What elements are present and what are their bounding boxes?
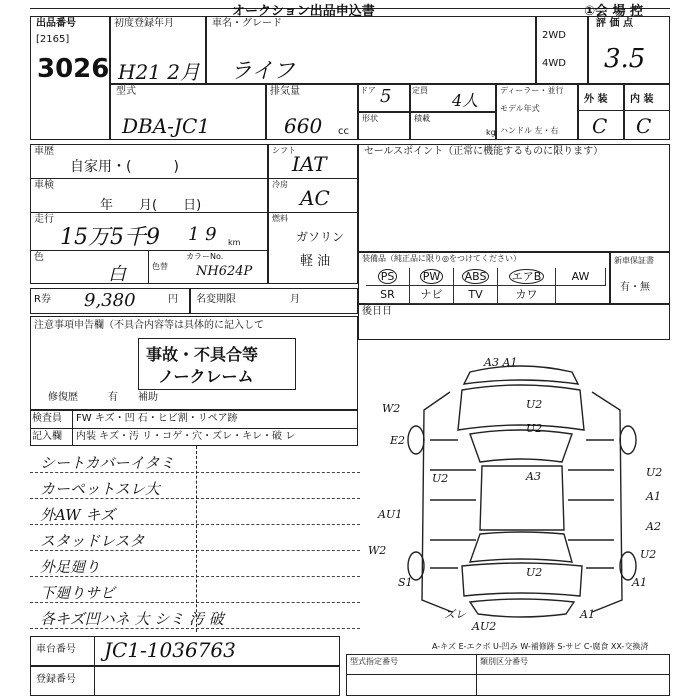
damage-mark: A1 [646,490,661,503]
class-number-label: 類別区分番号 [480,657,528,666]
first-reg-label: 初度登録年月 [114,18,174,29]
load-unit: kg [486,128,496,137]
equip-leather: カワ [498,286,556,304]
damage-mark: AU1 [378,508,403,521]
displacement-unit: cc [338,126,349,137]
warranty-value: 有・無 [620,282,650,293]
mileage-unit: km [228,238,241,247]
model-designation-label: 型式指定番号 [350,657,398,666]
inspector-row1: FW キズ・凹 石・ヒビ割・リペア跡 [76,413,238,424]
ac-value: AC [300,186,330,210]
equip-tv: TV [454,286,498,304]
rear-window-outline [470,532,572,562]
stamp-line1: 事故・不具合等 [146,345,259,364]
door-label: ドア [360,86,376,95]
registration-cell [30,666,340,696]
damage-mark: U2 [526,566,543,579]
chassis-label: 車台番号 [36,644,76,655]
name-change-label: 名変期限 [196,294,236,305]
inspector-label: 検査員 [32,413,62,424]
color-label: 色 [34,252,44,263]
handle-label: ハンドル 左・右 [500,126,559,135]
recycle-unit: 円 [168,294,178,305]
damage-mark: A3 [526,470,541,483]
ext-label: 外 装 [584,94,608,105]
recycle-value: 9,380 [84,290,136,311]
inspector-row2: 内装 キズ・汚 リ・コゲ・穴・ズレ・キレ・破 レ [76,431,296,442]
right-door-lines [568,440,614,568]
stamp-line2: ノークレーム [158,367,254,386]
load-label: 積載 [414,114,430,123]
damage-legend: A-キズ E-エクボ U-凹み W-補修跡 S-サビ C-腐食 XX-交換済 [432,642,649,651]
mileage-extra: 1 9 [188,224,217,245]
displacement-label: 排気量 [270,86,300,97]
fuel-label: 燃料 [272,214,288,223]
dealer-label: ディーラー・並行 [500,86,564,95]
notes-label: 注意事項申告欄（不具合内容等は具体的に記入して [34,320,264,331]
inspection-label: 車検 [34,180,54,191]
note-line: 下廻りサビ [40,584,116,602]
car-name-value: ライフ [230,59,295,84]
equipment-label: 装備品（純正品に限り◎をつけてください） [362,254,521,263]
front-bumper-outline [464,366,578,384]
capacity-label: 定員 [412,86,428,95]
model-label: 型式 [116,86,136,97]
damage-mark: W2 [368,544,387,557]
mileage-value: 15万5千9 [60,225,160,250]
equip-airbag: エアB [498,268,556,286]
door-value: 5 [380,86,392,107]
recycle-label: R券 [34,294,51,305]
model-year-label: モデル年式 [500,104,540,113]
entry-label: 記入欄 [32,431,62,442]
damage-mark: A1 [632,576,647,589]
first-reg-value: H21 2月 [118,60,200,84]
note-line: 外足廻り [40,558,101,576]
sheet-title: オークション出品申込書 [232,4,375,19]
damage-mark: AU2 [472,620,497,633]
shift-label: シフト [272,146,296,155]
shape-label: 形状 [362,114,378,123]
sales-point-label: セールスポイント（正常に機能するものに限ります） [364,146,604,157]
color-code-label: 色替 [152,262,168,271]
damage-mark: A1 [580,608,595,621]
color-value: 白 [108,264,126,285]
name-change-unit: 月 [290,294,300,305]
drive-2wd: 2WD [542,30,566,41]
hood-outline [458,385,584,430]
windshield-outline [470,430,572,462]
registration-label: 登録番号 [36,674,76,685]
equip-abs: ABS [454,268,498,286]
damage-mark: U2 [526,422,543,435]
damage-mark: E2 [390,434,406,447]
mileage-label: 走行 [34,214,54,225]
int-value: C [636,114,652,138]
inspection-value: 年 月( 日) [100,198,202,213]
equip-navi: ナビ [410,286,454,304]
repair-label: 修復歴 [48,392,78,403]
damage-mark: ズレ [444,608,466,621]
ac-label: 冷房 [272,180,288,189]
later-date-label: 後日日 [362,306,392,317]
ext-value: C [592,114,608,138]
damage-mark: U2 [526,398,543,411]
damage-mark: U2 [640,548,657,561]
warranty-label: 新車保証書 [614,256,654,265]
fuel-value-diesel: 軽 油 [300,254,331,269]
use-label: 車歴 [34,146,54,157]
rating-value: 3.5 [604,44,646,74]
use-value: 自家用・( ) [70,159,179,175]
note-line: シートカバーイタミ [40,454,175,472]
int-label: 内 装 [630,94,654,105]
wheel-fr [620,426,636,454]
rating-label: 評 価 点 [596,18,633,29]
damage-mark: W2 [382,402,401,415]
equip-pw: PW [410,268,454,286]
color-code-sub: カラーNo. [186,252,224,261]
fuel-value-gas: ガソリン [296,230,345,244]
roof-outline [480,466,564,530]
left-side-outline [422,392,452,612]
wheel-fl [408,426,424,454]
left-door-lines [430,440,476,568]
note-line: 外AW キズ [40,506,116,524]
drive-4wd: 4WD [542,58,566,69]
displacement-value: 660 [284,114,323,138]
color-code-value: NH624P [196,264,253,279]
lot-label: 出品番号 [36,18,76,29]
damage-mark: U2 [646,466,663,479]
right-side-outline [592,392,622,612]
note-line: スタッドレスタ [40,532,145,550]
chassis-value: JC1-1036763 [104,638,236,662]
shift-value: IAT [292,152,327,176]
equip-ps: PS [366,268,410,286]
rear-hatch-outline [462,563,582,596]
rear-bumper-outline [470,599,574,617]
damage-mark: S1 [398,576,413,589]
lot-number: 3026 [37,54,110,84]
copy-label: ①会 場 控 [584,4,644,19]
damage-mark: A2 [646,520,661,533]
damage-mark: U2 [432,472,449,485]
equip-sr: SR [366,286,410,304]
model-value: DBA-JC1 [122,114,210,138]
repair-value: 有 補助 [108,392,158,403]
note-line: 各キズ凹ハネ 大 シミ 汚 破 [40,610,224,628]
equip-aw: AW [556,268,606,286]
name-grade-label: 車名・グレード [212,18,282,29]
lot-sub: [2165] [36,34,70,45]
capacity-value: 4人 [452,91,479,110]
damage-mark: A3 A1 [484,356,518,369]
note-line: カーペットスレ大 [40,480,160,498]
